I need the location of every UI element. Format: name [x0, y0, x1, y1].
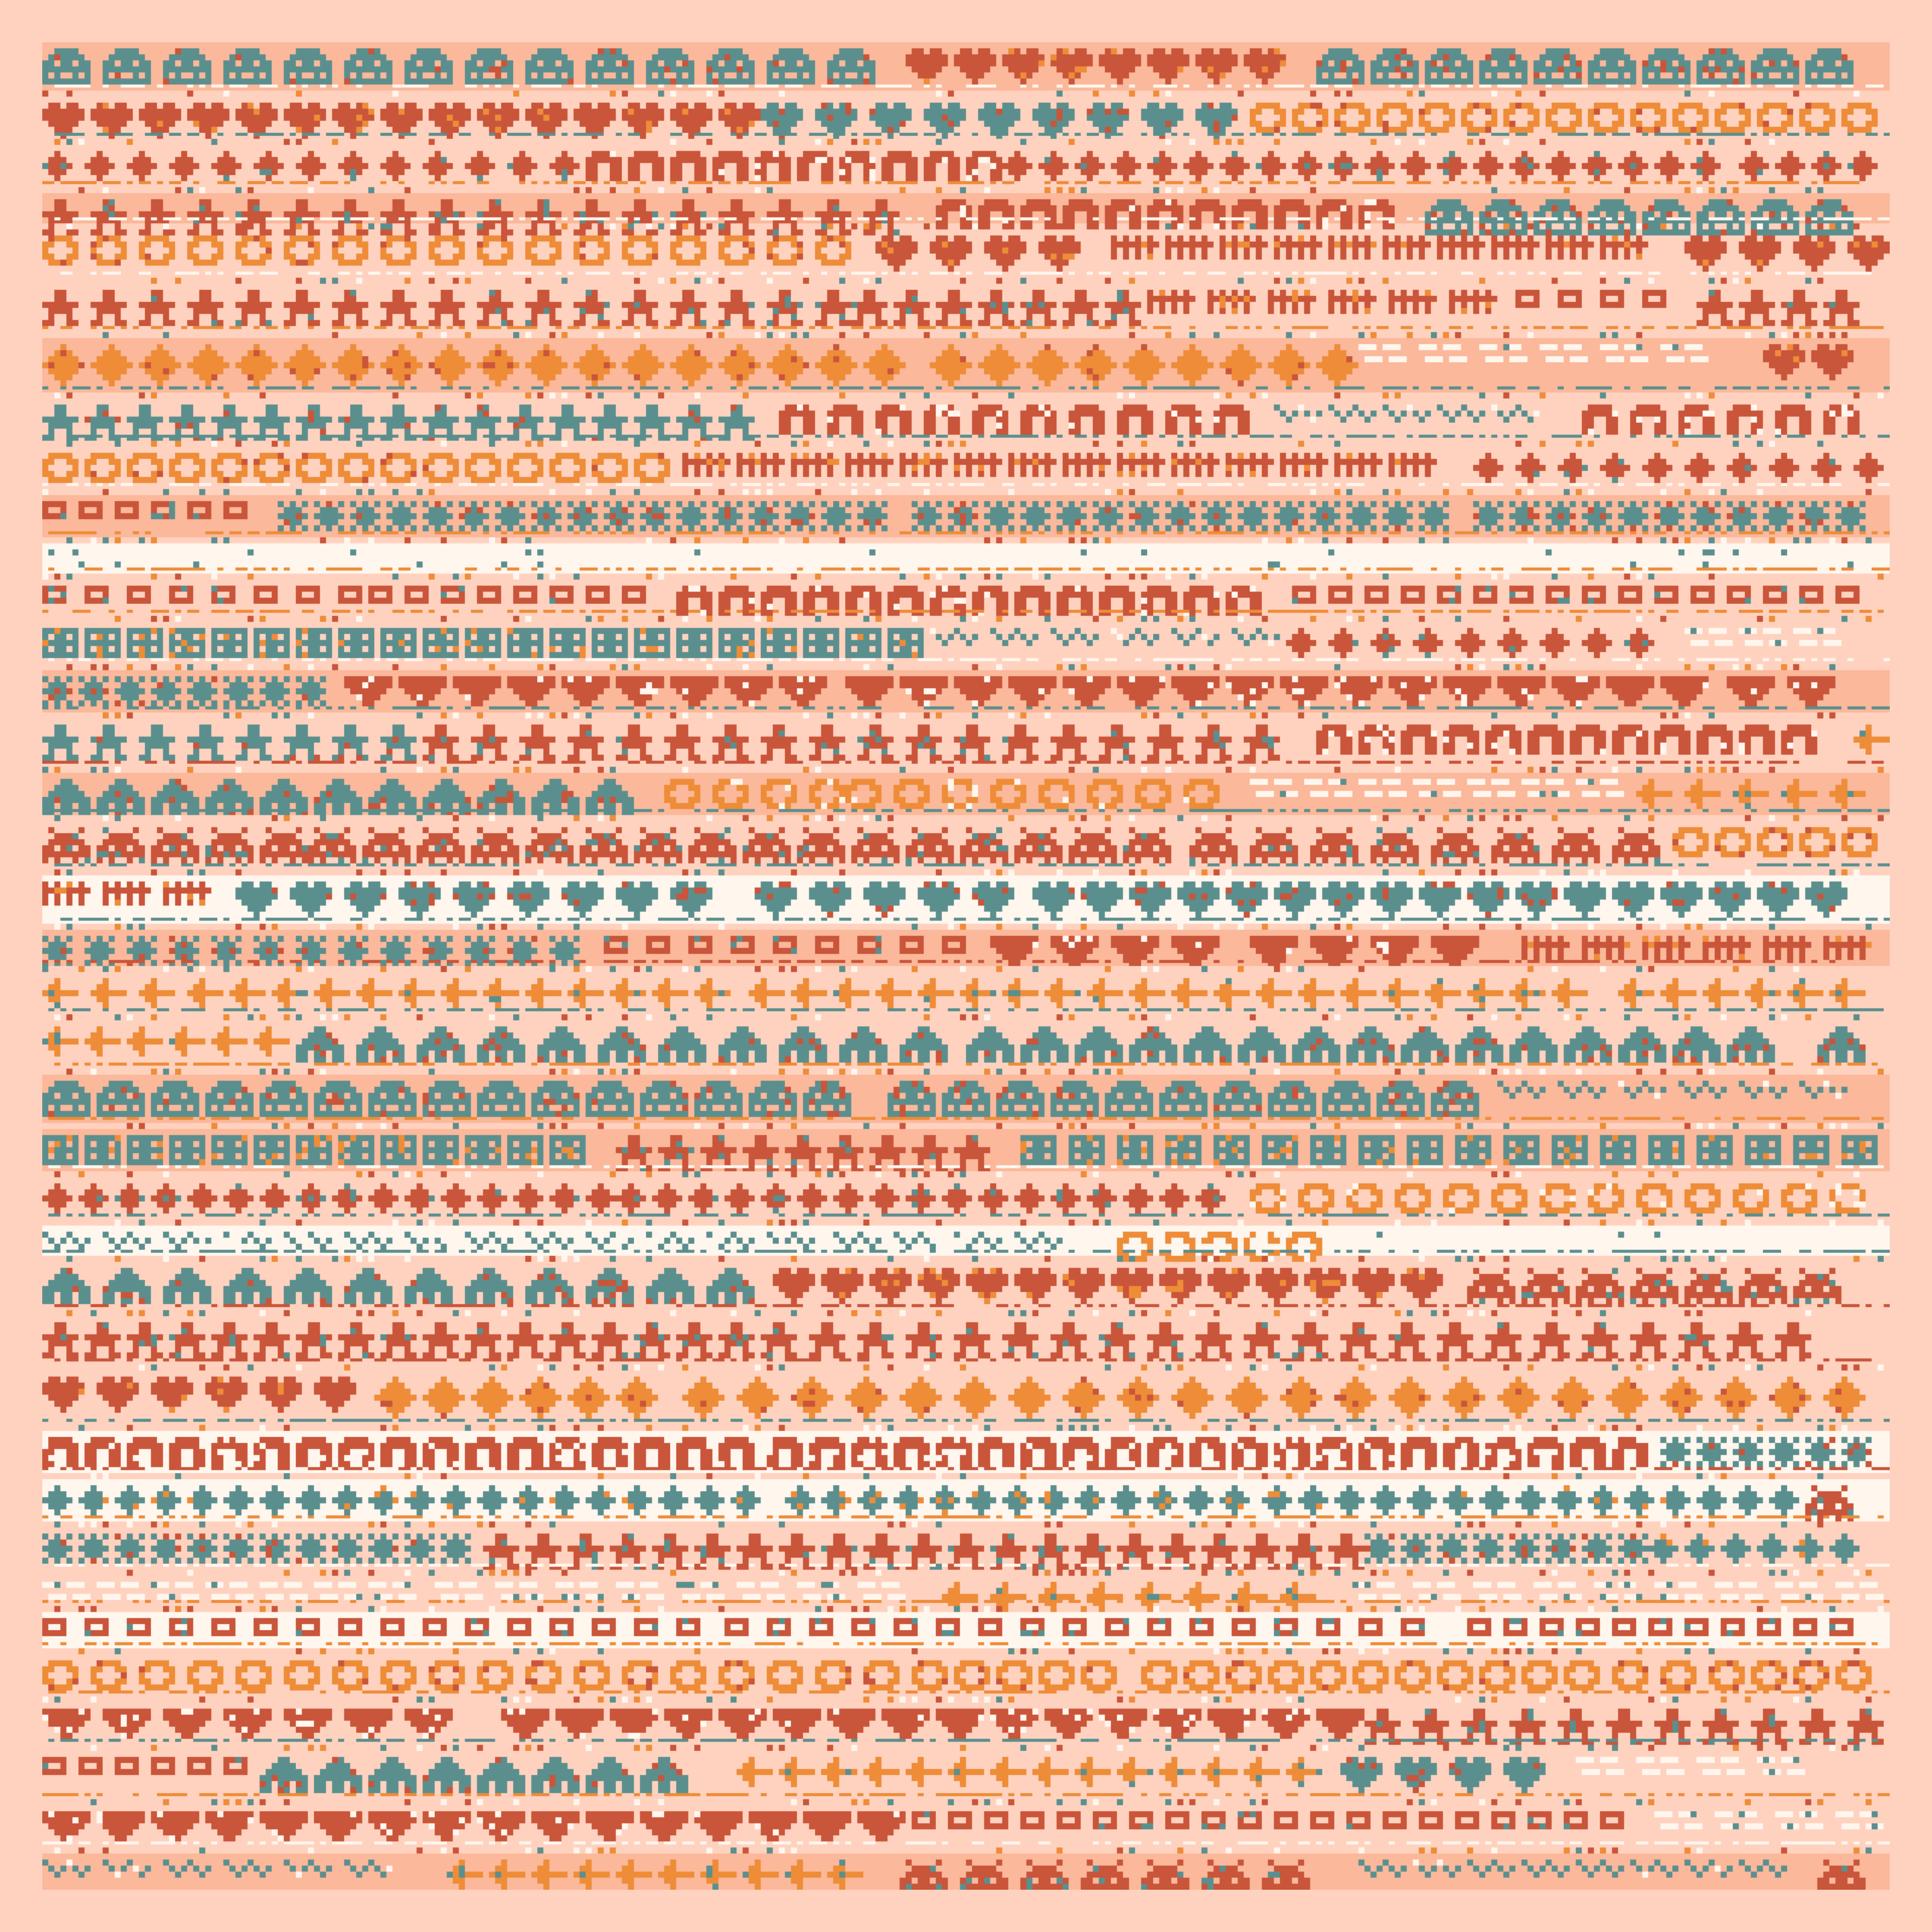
stitch-pattern-canvas [42, 42, 1890, 1890]
